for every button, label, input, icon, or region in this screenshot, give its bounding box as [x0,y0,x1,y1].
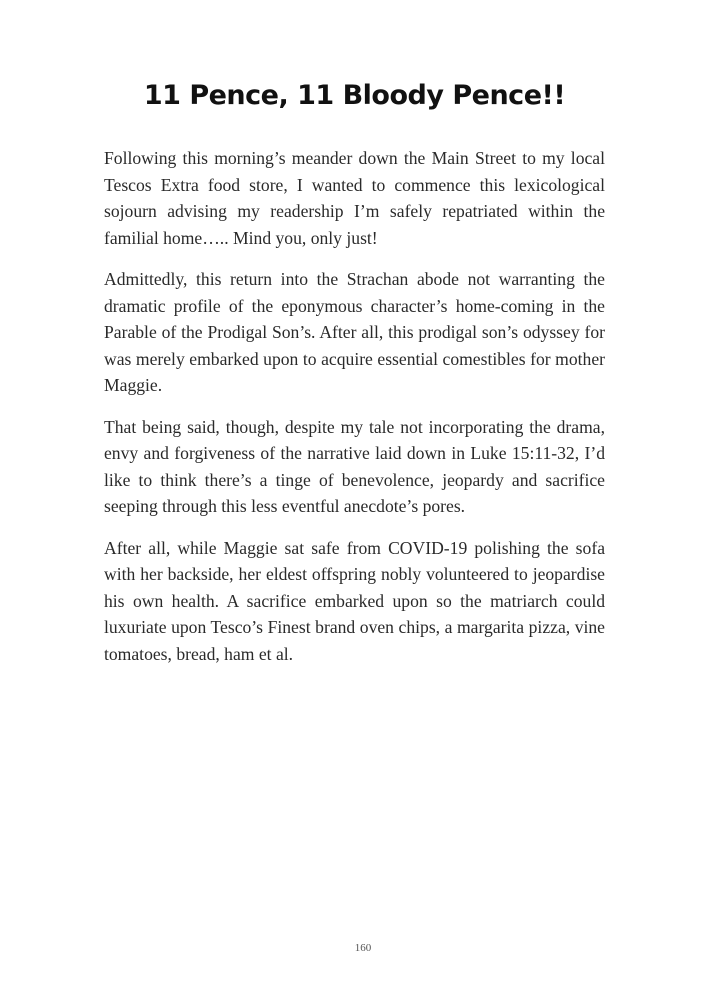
paragraph-1: Following this morning’s meander down the Main Street to my local Tescos Extra food store, I wanted to commence this lexicological sojourn advising my readership I’m safely repatriated within the familial home….. Mind you, only just! [104,148,605,248]
paragraph-3: That being said, though, despite my tale not incorporating the drama, envy and forgiveness of the narrative laid down in Luke 15:11-32, I’d like to think there’s a tinge of benevolence, jeopardy and sacrifice seeping through this less eventful anecdote’s pores. [104,416,605,516]
page-number: 160 [354,942,372,954]
paragraph-4: After all, while Maggie sat safe from COVID-19 polishing the sofa with her backside, her eldest offspring nobly volunteered to jeopardise his own health. A sacrifice embarked upon so the matriarch could luxuriate upon Tesco’s Finest brand oven chips, a margarita pizza, vine tomatoes, bread, ham et al. [104,537,605,664]
paragraph-2: Admittedly, this return into the Strachan abode not warranting the dramatic profile of the eponymous character’s home-coming in the Parable of the Prodigal Son’s. After all, this prodigal son’s odyssey for was merely embarked upon to acquire essential comestibles for mother Maggie. [104,269,605,395]
body-text [104,145,605,682]
page-title: 11 Pence, 11 Bloody Pence!! [143,80,566,111]
